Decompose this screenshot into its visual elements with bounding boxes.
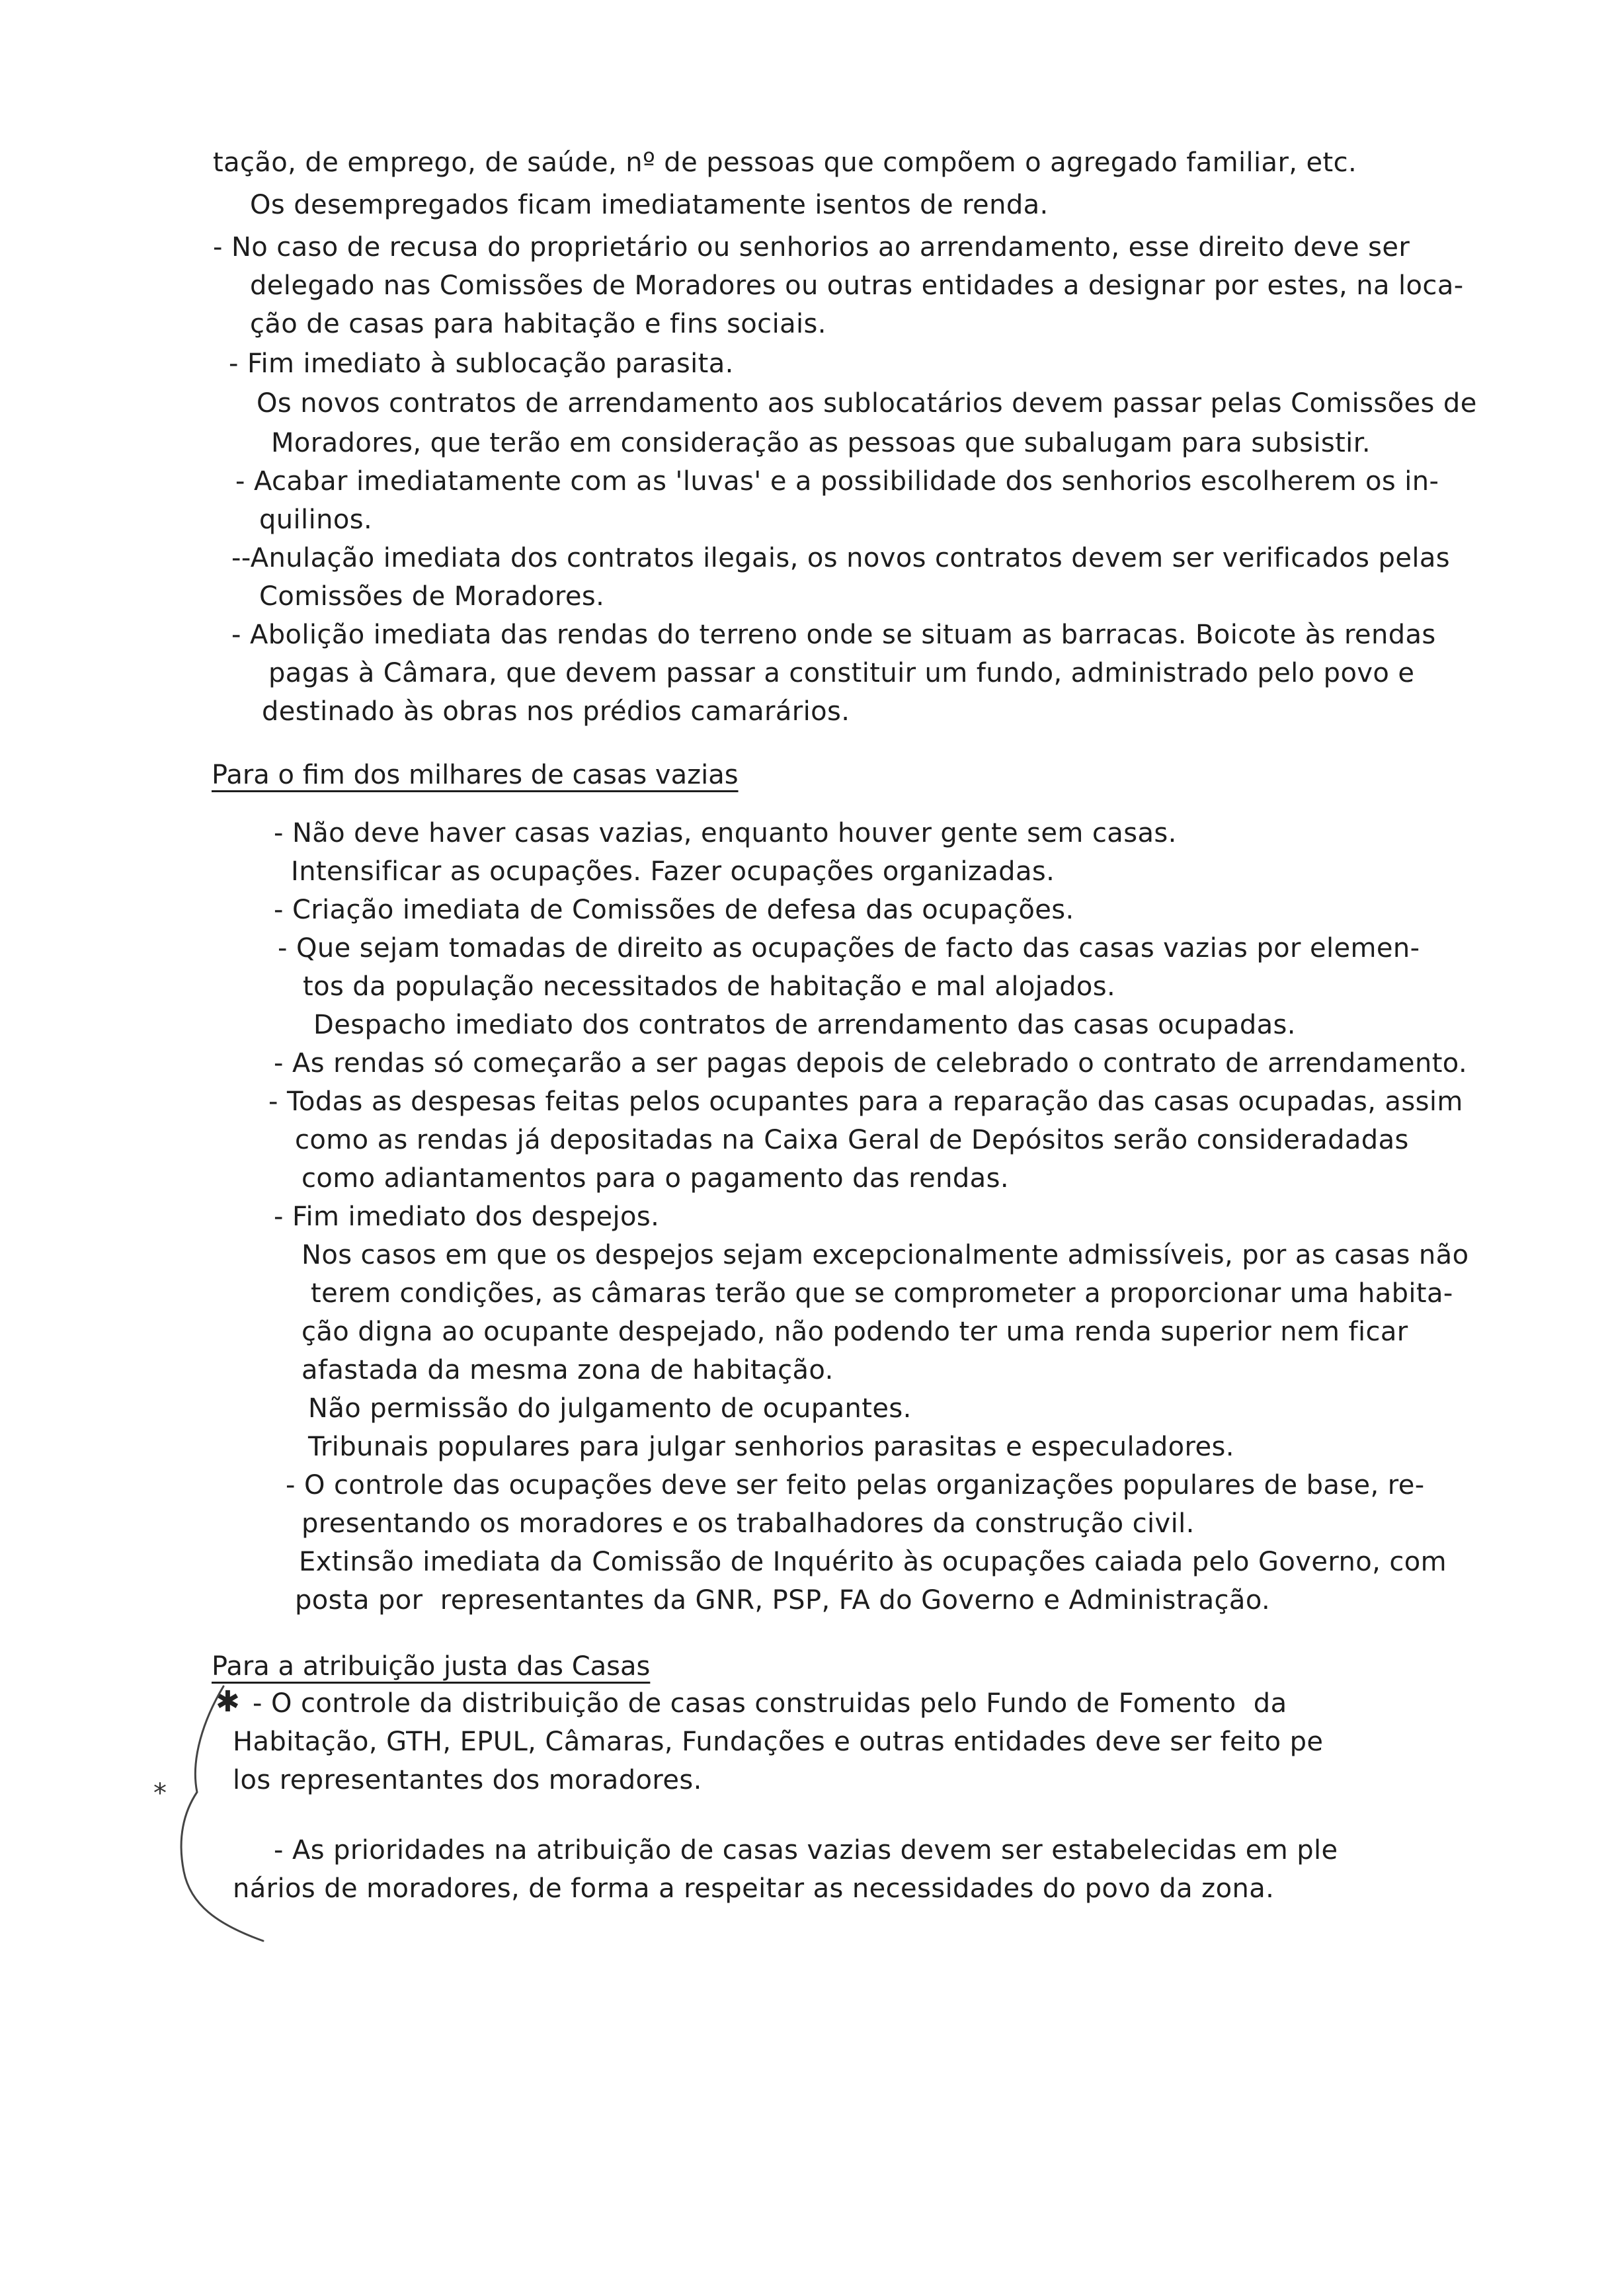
list-item-line: Comissões de Moradores.: [259, 581, 605, 612]
list-item-line: delegado nas Comissões de Moradores ou outras entidades a designar por estes, na loca-: [250, 270, 1464, 301]
list-item-line: - O controle das ocupações deve ser feito pelas organizações populares de base, re-: [286, 1470, 1425, 1500]
list-item-line: Moradores, que terão em consideração as pessoas que subalugam para subsistir.: [271, 428, 1371, 458]
list-item-line: afastada da mesma zona de habitação.: [302, 1355, 834, 1385]
list-item-line: Despacho imediato dos contratos de arrendamento das casas ocupadas.: [313, 1010, 1296, 1040]
list-item-line: ção digna ao ocupante despejado, não podendo ter uma renda superior nem ficar: [302, 1317, 1408, 1347]
list-item-line: destinado às obras nos prédios camarários.: [262, 696, 850, 727]
list-item-line: - Criação imediata de Comissões de defesa das ocupações.: [274, 895, 1074, 925]
list-item-line: terem condições, as câmaras terão que se comprometer a proporcionar uma habita-: [311, 1278, 1453, 1309]
list-item-line: los representantes dos moradores.: [233, 1765, 702, 1795]
list-item-line: presentando os moradores e os trabalhadores da construção civil.: [302, 1508, 1195, 1539]
list-item-line: --Anulação imediata dos contratos ilegais, os novos contratos devem ser verificados pelas: [231, 543, 1451, 573]
list-item-line: posta por representantes da GNR, PSP, FA do Governo e Administração.: [295, 1585, 1271, 1616]
list-item-line: - O controle da distribuição de casas construidas pelo Fundo de Fomento da: [253, 1688, 1287, 1719]
list-item-line: como adiantamentos para o pagamento das rendas.: [302, 1163, 1009, 1194]
list-item-line: Intensificar as ocupações. Fazer ocupações organizadas.: [291, 856, 1055, 887]
list-item-line: Habitação, GTH, EPUL, Câmaras, Fundações e outras entidades deve ser feito pe: [233, 1727, 1324, 1757]
handwritten-cross-mark: ✱: [216, 1685, 240, 1719]
handwritten-bracket-mark: [177, 1680, 283, 1944]
list-item-line: - As rendas só começarão a ser pagas depois de celebrado o contrato de arrendamento.: [274, 1048, 1468, 1079]
list-item-line: - Que sejam tomadas de direito as ocupações de facto das casas vazias por elemen-: [278, 933, 1420, 964]
list-item-line: Extinsão imediata da Comissão de Inquérito às ocupações caiada pelo Governo, com: [299, 1547, 1447, 1577]
list-item-line: - No caso de recusa do proprietário ou senhorios ao arrendamento, esse direito deve ser: [213, 232, 1410, 263]
list-item-line: Nos casos em que os despejos sejam excepcionalmente admissíveis, por as casas não: [302, 1240, 1469, 1270]
list-item-line: quilinos.: [259, 505, 373, 535]
list-item-line: Tribunais populares para julgar senhorios parasitas e especuladores.: [308, 1432, 1234, 1462]
list-item-line: Não permissão do julgamento de ocupantes.: [308, 1393, 912, 1424]
intro-line: tação, de emprego, de saúde, nº de pessoas que compõem o agregado familiar, etc.: [213, 147, 1357, 178]
list-item-line: como as rendas já depositadas na Caixa Geral de Depósitos serão consideradadas: [295, 1125, 1409, 1155]
list-item-line: - Acabar imediatamente com as 'luvas' e a possibilidade dos senhorios escolherem os in-: [235, 466, 1439, 497]
handwritten-asterisk-mark: *: [153, 1778, 167, 1809]
section-heading: Para o fim dos milhares de casas vazias: [212, 760, 739, 790]
list-item-line: pagas à Câmara, que devem passar a constituir um fundo, administrado pelo povo e: [268, 658, 1415, 688]
list-item-line: - Não deve haver casas vazias, enquanto houver gente sem casas.: [274, 818, 1177, 848]
list-item-line: - Fim imediato dos despejos.: [274, 1202, 660, 1232]
list-item-line: - As prioridades na atribuição de casas vazias devem ser estabelecidas em ple: [274, 1835, 1338, 1866]
list-item-line: - Abolição imediata das rendas do terreno onde se situam as barracas. Boicote às rendas: [231, 620, 1436, 650]
list-item-line: nários de moradores, de forma a respeitar as necessidades do povo da zona.: [233, 1873, 1275, 1904]
list-item-line: - Todas as despesas feitas pelos ocupantes para a reparação das casas ocupadas, assim: [268, 1086, 1463, 1117]
list-item-line: - Fim imediato à sublocação parasita.: [229, 348, 734, 379]
intro-line: Os desempregados ficam imediatamente isentos de renda.: [250, 190, 1049, 220]
list-item-line: ção de casas para habitação e fins sociais.: [250, 309, 826, 339]
section-heading: Para a atribuição justa das Casas: [212, 1651, 651, 1682]
list-item-line: Os novos contratos de arrendamento aos sublocatários devem passar pelas Comissões de: [257, 388, 1477, 419]
list-item-line: tos da população necessitados de habitação e mal alojados.: [303, 971, 1116, 1002]
